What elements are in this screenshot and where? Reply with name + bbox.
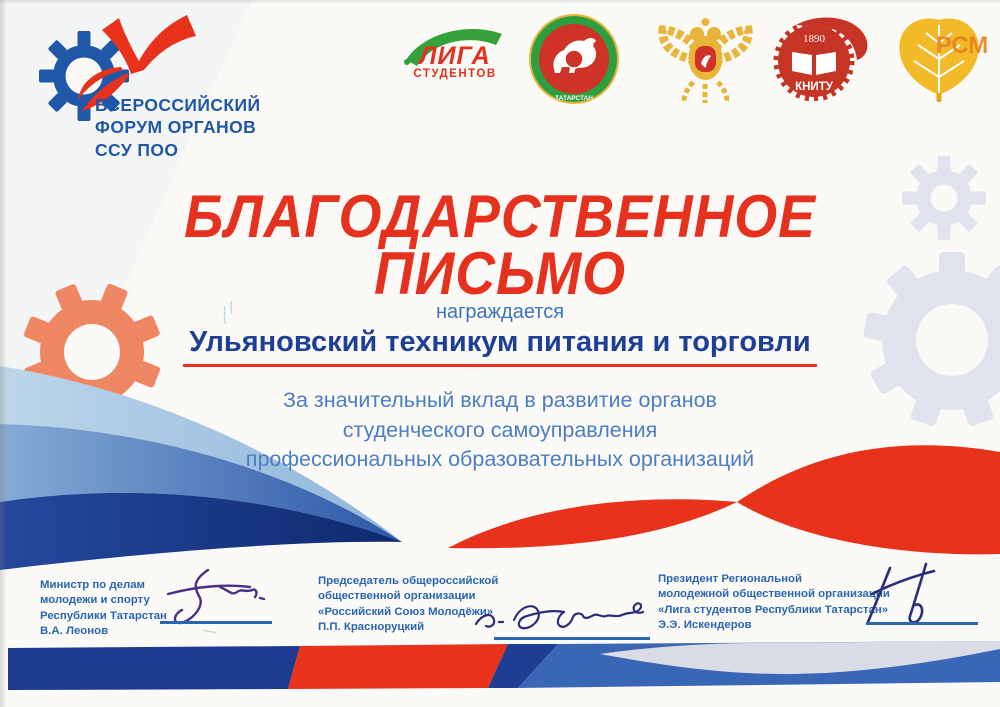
knitu-name: КНИТУ (795, 81, 833, 93)
signature-autograph-icon (150, 566, 285, 628)
liga-subname: СТУДЕНТОВ (413, 68, 497, 80)
recipient-name: Ульяновский техникум питания и торговли (183, 326, 817, 367)
liga-studentov-logo (400, 20, 510, 92)
signature-line (494, 637, 650, 640)
award-reason-line3: профессиональных образовательных организаций (245, 447, 755, 472)
signatory-role-line: Президент Региональной (658, 573, 802, 585)
signatory-name: Э.Э. Искендеров (658, 618, 752, 631)
certificate-title-line2: ПИСЬМО (373, 240, 627, 307)
signatory-role-line: Республики Татарстан (40, 609, 167, 622)
liga-name: ЛИГА (419, 42, 491, 70)
russia-eagle-icon (653, 12, 758, 105)
signatory-role-line: Министр по делам (40, 579, 145, 591)
signature-autograph-icon (852, 560, 987, 626)
signatory-role-line: Председатель общероссийской (318, 575, 499, 587)
rsm-name: РСМ (935, 32, 989, 59)
tatarstan-emblem-icon (528, 13, 620, 105)
signature-block-minister (40, 578, 167, 639)
award-reason (0, 386, 1000, 475)
signatory-role-line: молодежной общественной организации (658, 588, 890, 601)
bottom-strip (8, 641, 1000, 690)
signatory-name: П.П. Красноруцкий (318, 620, 425, 633)
tatarstan-ring-text: ТАТАРСТАН (555, 95, 593, 102)
signature-autograph-icon (468, 590, 658, 642)
certificate-title (40, 183, 960, 307)
rsm-leaf-icon (886, 11, 998, 103)
scan-edge-top (0, 0, 1000, 4)
signatory-role-line: общественной организации (318, 590, 476, 603)
signatory-name: В.А. Леонов (40, 624, 109, 637)
award-label: награждается (435, 301, 565, 323)
forum-logo-text (95, 94, 260, 161)
scan-edge-left (0, 0, 7, 707)
signatory-role-line: «Российский Союз Молодёжи» (318, 605, 494, 618)
forum-logo-line3: ССУ ПОО (95, 139, 179, 160)
forum-logo-line2: ФОРУМ ОРГАНОВ (95, 117, 257, 138)
knitu-logo-icon (768, 11, 872, 101)
signatory-role-line: молодежи и спорту (40, 594, 150, 607)
recipient-wrap (0, 326, 1000, 367)
signature-line (160, 621, 272, 624)
signature-line (866, 622, 978, 625)
signatory-role-line: «Лига студентов Республики Татарстан» (658, 603, 889, 616)
award-reason-line1: За значительный вклад в развитие органов (283, 388, 717, 412)
forum-logo-line1: ВСЕРОССИЙСКИЙ (95, 95, 261, 115)
award-reason-line2: студенческого самоуправления (342, 417, 658, 442)
certificate-title-line1: БЛАГОДАРСТВЕННОЕ (184, 183, 816, 250)
knitu-year: 1890 (803, 33, 825, 45)
